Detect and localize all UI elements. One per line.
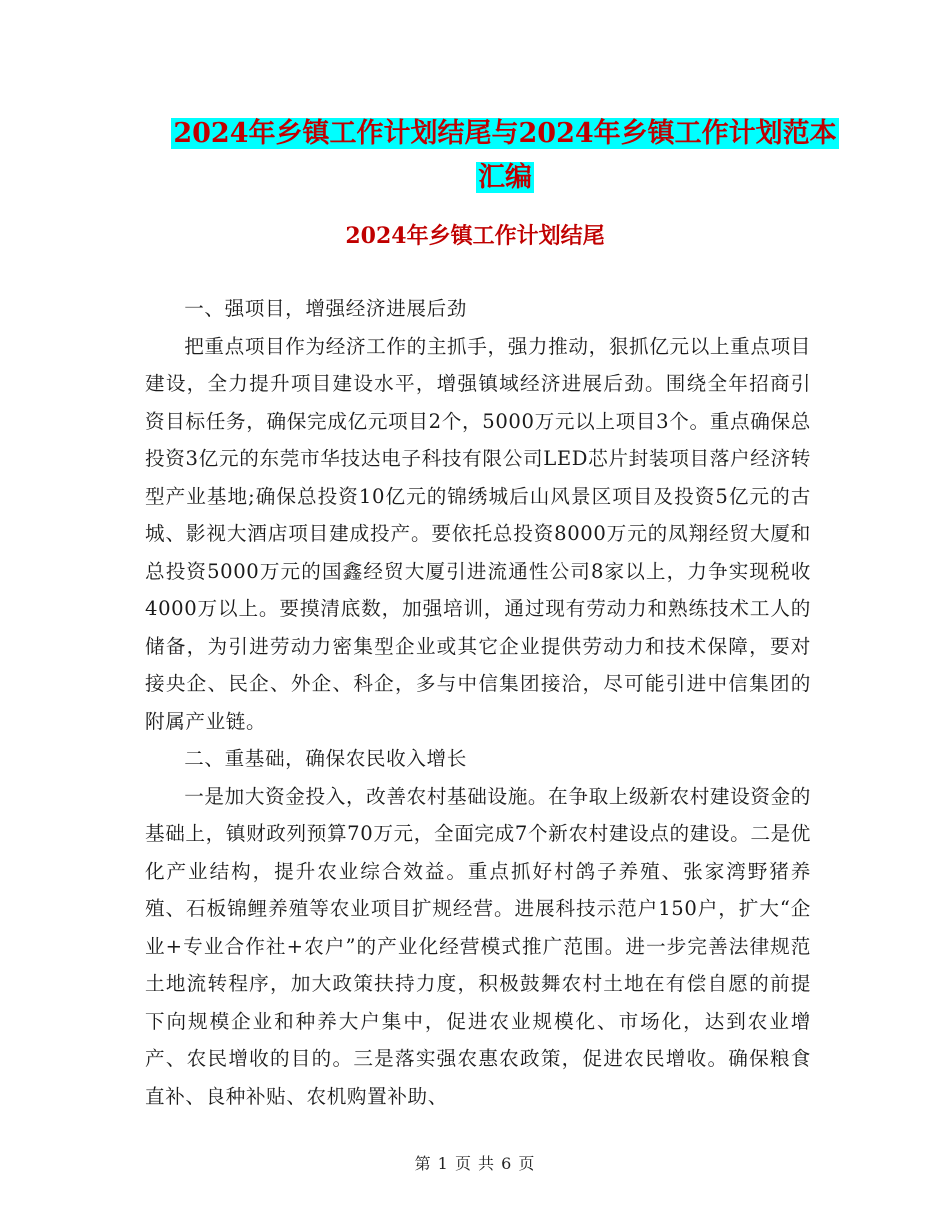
- document-title-line1: 2024年乡镇工作计划结尾与2024年乡镇工作计划范本: [173, 118, 837, 149]
- section-heading-2: 二、重基础，确保农民收入增长: [184, 747, 467, 770]
- document-title-line2: 汇编: [478, 162, 532, 193]
- body-paragraph-1: 把重点项目作为经济工作的主抓手，强力推动，狠抓亿元以上重点项目建设，全力提升项目建设水平，增强镇域经济进展后劲。围绕全年招商引资目标任务，确保完成亿元项目2个，5000万元以上项目3个。重点确保总投资3亿元的东莞市华技达电子科技有限公司LED芯片封装项目落户经济转型产业基地;确保总投资10亿元的锦绣城后山风景区项目及投资5亿元的古城、影视大酒店项目建成投产。要依托总投资8000万元的凤翔经贸大厦和总投资5000万元的国鑫经贸大厦引进流通性公司8家以上，力争实现税收4000万以上。要摸清底数，加强培训，通过现有劳动力和熟练技术工人的储备，为引进劳动力密集型企业或其它企业提供劳动力和技术保障，要对接央企、民企、外企、科企，多与中信集团接洽，尽可能引进中信集团的附属产业链。: [145, 334, 811, 733]
- page-footer: 第 1 页 共 6 页: [414, 1154, 536, 1173]
- section-heading-1: 一、强项目，增强经济进展后劲: [184, 297, 467, 320]
- section-title: 2024年乡镇工作计划结尾: [345, 223, 605, 249]
- document-body: [145, 290, 811, 1115]
- body-paragraph-2: 一是加大资金投入，改善农村基础设施。在争取上级新农村建设资金的基础上，镇财政列预算70万元，全面完成7个新农村建设点的建设。二是优化产业结构，提升农业综合效益。重点抓好村鸽子养殖、张家湾野猪养殖、石板锦鲤养殖等农业项目扩规经营。进展科技示范户150户，扩大“企业+专业合作社+农户”的产业化经营模式推广范围。进一步完善法律规范土地流转程序，加大政策扶持力度，积极鼓舞农村土地在有偿自愿的前提下向规模企业和种养大户集中，促进农业规模化、市场化，达到农业增产、农民增收的目的。三是落实强农惠农政策，促进农民增收。确保粮食直补、良种补贴、农机购置补助、: [145, 784, 811, 1108]
- document-title: [120, 112, 890, 200]
